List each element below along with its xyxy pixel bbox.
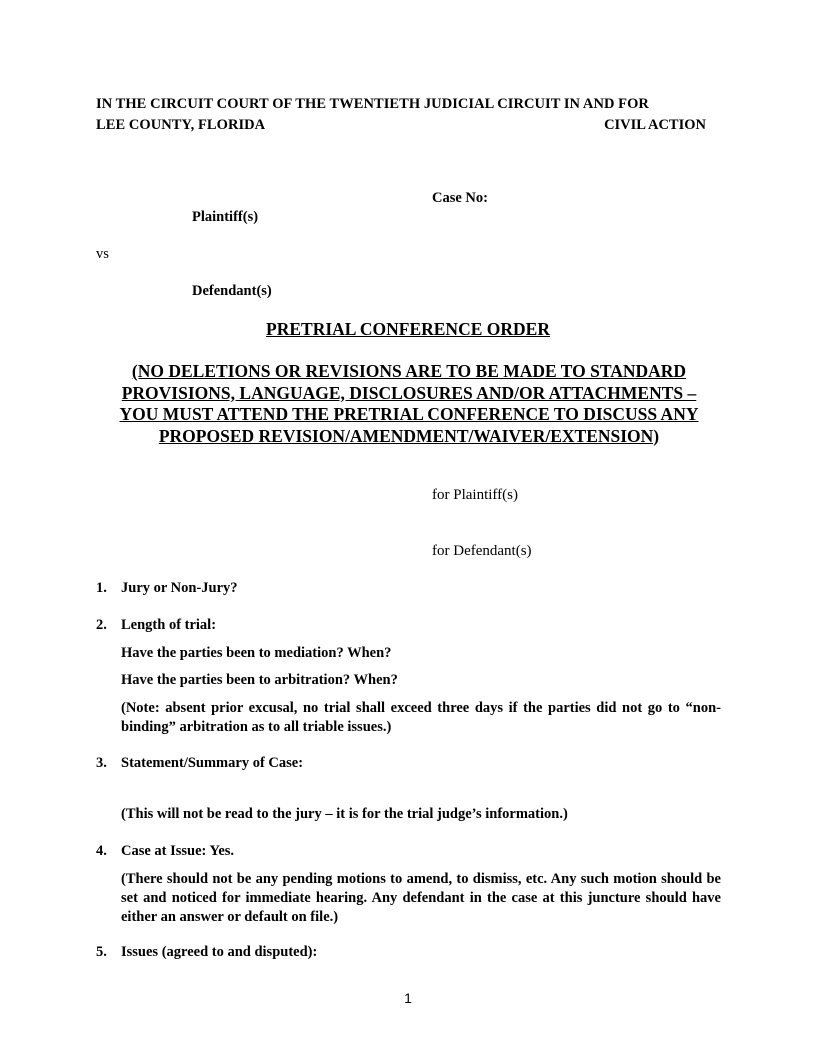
page-number: 1 [404, 990, 412, 1006]
arbitration-question: Have the parties been to arbitration? When? [121, 672, 398, 688]
counsel-for-defendant: for Defendant(s) [432, 543, 532, 559]
item-number: 2. [96, 617, 107, 633]
item-number: 3. [96, 755, 107, 771]
item-length-of-trial: Length of trial: [121, 617, 217, 633]
warning-notice [96, 361, 722, 447]
warning-line: YOU MUST ATTEND THE PRETRIAL CONFERENCE TO DISCUSS ANY [119, 404, 699, 424]
warning-line: (NO DELETIONS OR REVISIONS ARE TO BE MADE TO STANDARD [131, 361, 687, 381]
mediation-question: Have the parties been to mediation? When? [121, 645, 392, 661]
counsel-for-plaintiff: for Plaintiff(s) [432, 487, 518, 503]
versus-label: vs [96, 246, 109, 262]
item-number: 5. [96, 944, 107, 960]
civil-action-label: CIVIL ACTION [604, 117, 706, 133]
court-header-line-1: IN THE CIRCUIT COURT OF THE TWENTIETH JUDICIAL CIRCUIT IN AND FOR [96, 96, 649, 112]
item-number: 1. [96, 580, 107, 596]
plaintiff-label: Plaintiff(s) [192, 209, 259, 225]
item-case-at-issue: Case at Issue: Yes. [121, 843, 235, 859]
document-title: PRETRIAL CONFERENCE ORDER [266, 319, 550, 339]
arbitration-note: (Note: absent prior excusal, no trial shall exceed three days if the parties did not go to “non-binding” arbitration as to all triable issues.) [121, 700, 721, 735]
item-case-summary: Statement/Summary of Case: [121, 755, 304, 771]
defendant-label: Defendant(s) [192, 283, 272, 299]
item-jury-question: Jury or Non-Jury? [121, 580, 238, 596]
case-number-label: Case No: [432, 190, 488, 206]
case-at-issue-note: (There should not be any pending motions to amend, to dismiss, etc. Any such motion should be set and noticed for immediate hearing. Any defendant in the case at this juncture should have either an answer or default on file.) [121, 871, 721, 925]
court-header-line-2: LEE COUNTY, FLORIDA [96, 117, 266, 133]
case-summary-note: (This will not be read to the jury – it is for the trial judge’s information.) [121, 806, 568, 822]
warning-line: PROVISIONS, LANGUAGE, DISCLOSURES AND/OR ATTACHMENTS – [121, 382, 697, 403]
item-number: 4. [96, 843, 107, 859]
item-issues: Issues (agreed to and disputed): [121, 944, 318, 960]
warning-line: PROPOSED REVISION/AMENDMENT/WAIVER/EXTENSION) [158, 425, 660, 446]
